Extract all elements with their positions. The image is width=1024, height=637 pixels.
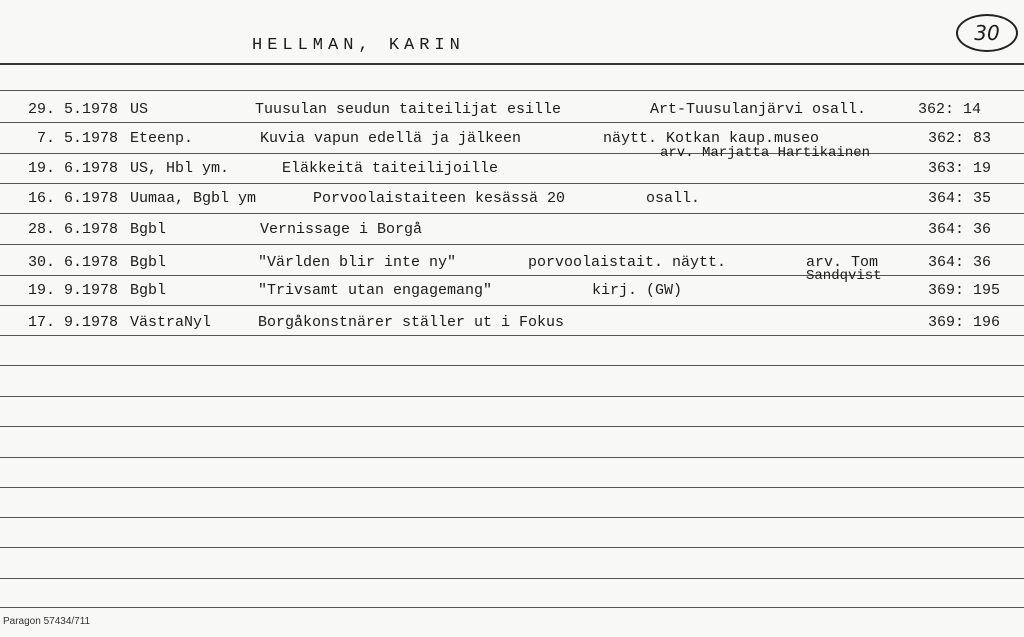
entry-source: Bgbl xyxy=(130,221,167,238)
entry-note: näytt. Kotkan kaup.museo xyxy=(603,130,820,147)
entry-date: 30. 6.1978 xyxy=(27,254,118,271)
card-rule xyxy=(0,547,1024,548)
entry-note-tertiary: Sandqvist xyxy=(806,268,882,284)
card-number-circle: 30 xyxy=(956,14,1018,52)
card-rule xyxy=(0,365,1024,366)
entry-ref: 362: 14 xyxy=(918,101,982,118)
card-rule xyxy=(0,487,1024,488)
entry-headline: Porvoolaistaiteen kesässä 20 xyxy=(313,190,566,207)
card-title: HELLMAN, KARIN xyxy=(252,36,465,55)
entry-row xyxy=(0,221,1024,247)
card-rule xyxy=(0,517,1024,518)
entry-row xyxy=(0,314,1024,340)
entry-note: kirj. (GW) xyxy=(592,282,683,299)
entry-row xyxy=(0,101,1024,127)
entry-source: Eteenp. xyxy=(130,130,194,147)
entry-note: osall. xyxy=(646,190,701,207)
card-rule xyxy=(0,457,1024,458)
card-rule xyxy=(0,396,1024,397)
entry-note-secondary: arv. Marjatta Hartikainen xyxy=(660,145,871,161)
entry-ref: 369: 195 xyxy=(928,282,1001,299)
entry-date: 28. 6.1978 xyxy=(27,221,118,238)
entry-headline: Eläkkeitä taiteilijoille xyxy=(282,160,499,177)
entry-row xyxy=(0,254,1024,284)
entry-ref: 363: 19 xyxy=(928,160,992,177)
print-mark: Paragon 57434/711 xyxy=(3,616,91,627)
entry-ref: 364: 35 xyxy=(928,190,992,207)
entry-row xyxy=(0,282,1024,308)
entry-source: Bgbl xyxy=(130,282,167,299)
entry-date: 29. 5.1978 xyxy=(27,101,118,118)
entry-note: Art-Tuusulanjärvi osall. xyxy=(650,101,867,118)
entry-headline: Kuvia vapun edellä ja jälkeen xyxy=(260,130,522,147)
entry-row xyxy=(0,190,1024,216)
entry-ref: 364: 36 xyxy=(928,254,992,271)
entry-source: VästraNyl xyxy=(130,314,212,331)
card-rule xyxy=(0,426,1024,427)
entry-headline: "Trivsamt utan engagemang" xyxy=(258,282,493,299)
entry-headline: Tuusulan seudun taiteilijat esille xyxy=(255,101,562,118)
entry-date: 16. 6.1978 xyxy=(27,190,118,207)
entry-ref: 362: 83 xyxy=(928,130,992,147)
entry-source: Uumaa, Bgbl ym xyxy=(130,190,257,207)
entry-note: porvoolaistait. näytt. xyxy=(528,254,727,271)
entry-row xyxy=(0,160,1024,186)
entry-date: 7. 5.1978 xyxy=(36,130,118,147)
entry-ref: 364: 36 xyxy=(928,221,992,238)
entry-source: Bgbl xyxy=(130,254,167,271)
entry-date: 19. 9.1978 xyxy=(27,282,118,299)
entry-row xyxy=(0,130,1024,161)
entry-source: US, Hbl ym. xyxy=(130,160,230,177)
card-rule xyxy=(0,90,1024,91)
entry-source: US xyxy=(130,101,149,118)
card-rule xyxy=(0,607,1024,608)
entry-headline: "Världen blir inte ny" xyxy=(258,254,457,271)
entry-date: 19. 6.1978 xyxy=(27,160,118,177)
entry-headline: Borgåkonstnärer ställer ut i Fokus xyxy=(258,314,565,331)
entry-note-secondary: arv. Tom xyxy=(806,254,879,271)
entry-ref: 369: 196 xyxy=(928,314,1001,331)
entry-headline: Vernissage i Borgå xyxy=(260,221,423,238)
header-rule xyxy=(0,63,1024,65)
card-rule xyxy=(0,578,1024,579)
entry-date: 17. 9.1978 xyxy=(27,314,118,331)
